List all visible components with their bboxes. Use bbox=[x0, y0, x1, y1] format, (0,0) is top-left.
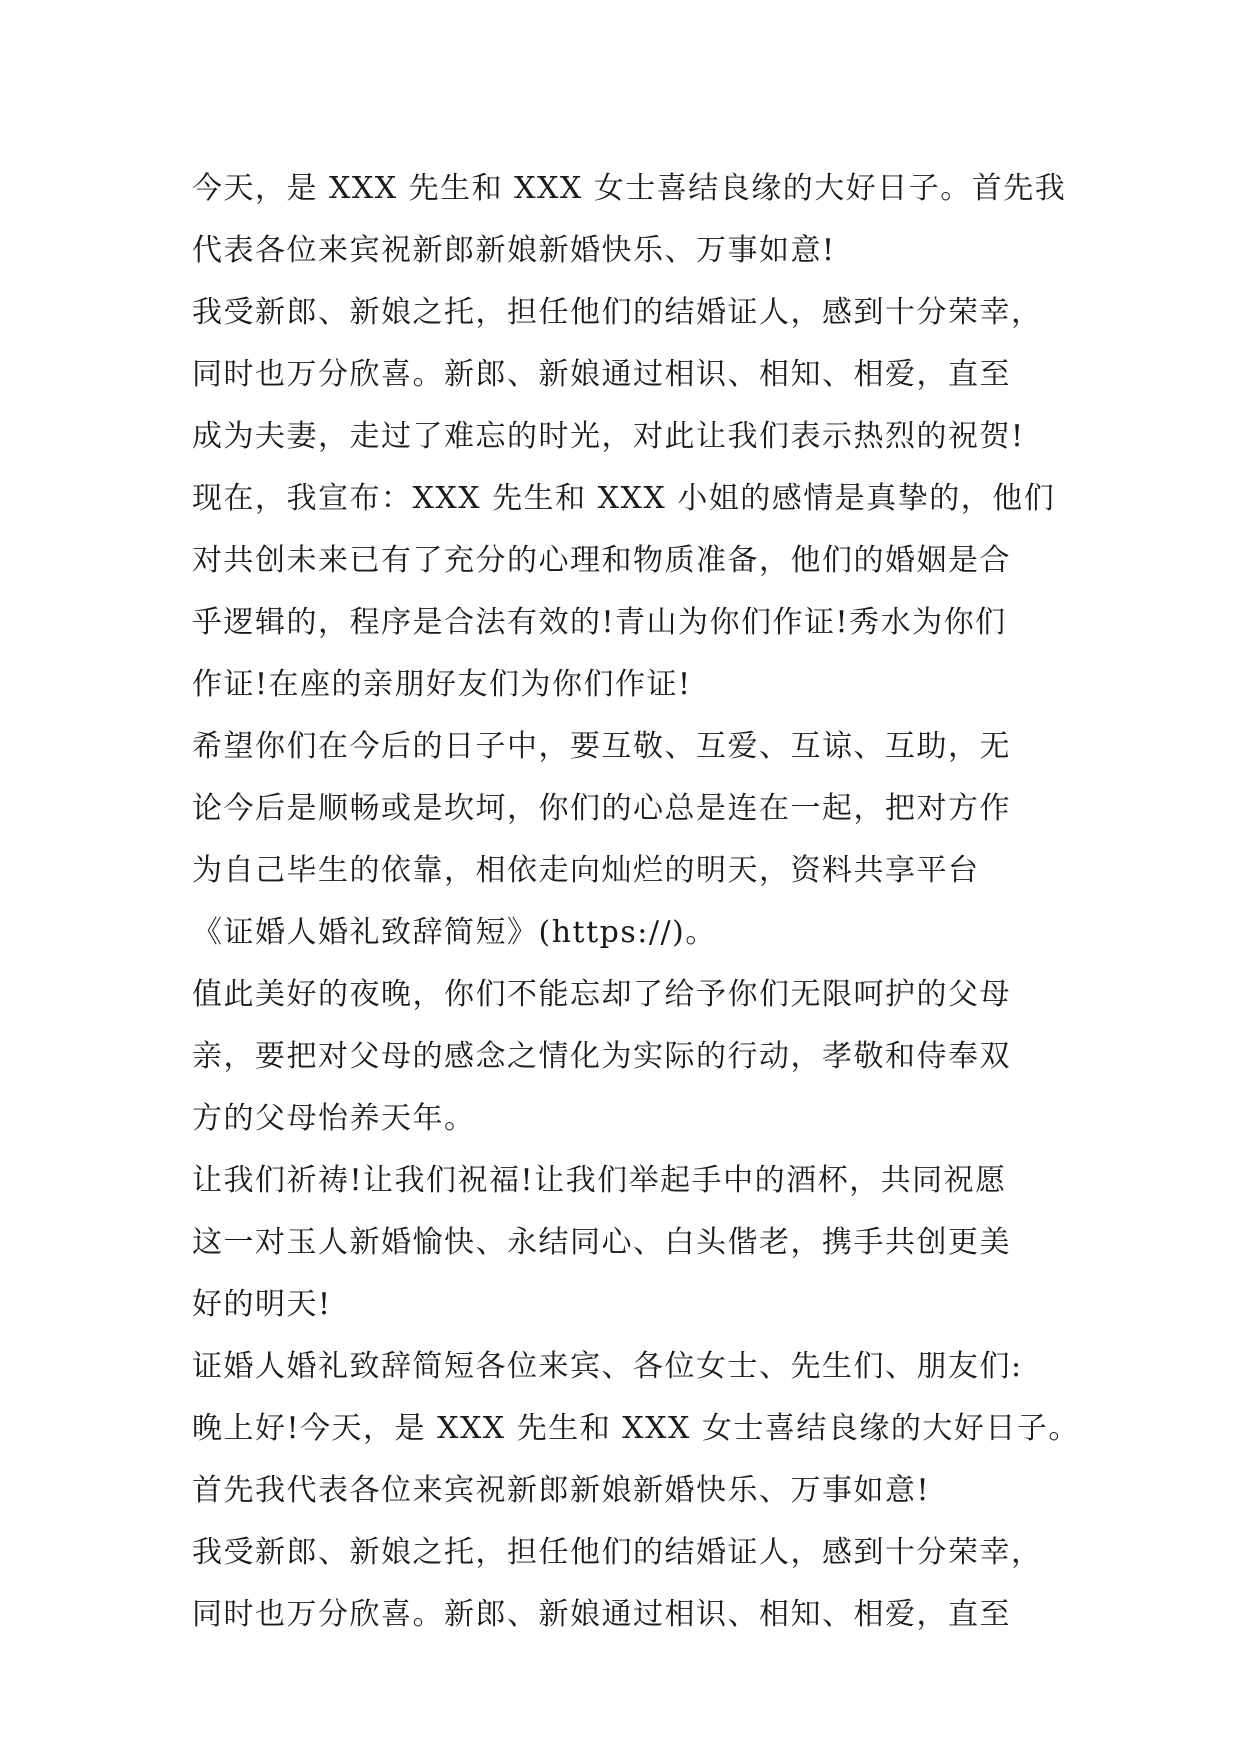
text-line: 亲，要把对父母的感念之情化为实际的行动，孝敬和侍奉双 bbox=[192, 1039, 1011, 1074]
text-line: 证婚人婚礼致辞简短各位来宾、各位女士、先生们、朋友们: bbox=[192, 1349, 1023, 1384]
text-line: 希望你们在今后的日子中，要互敬、互爱、互谅、互助，无 bbox=[192, 729, 1011, 764]
text-line: 现在，我宣布：XXX 先生和 XXX 小姐的感情是真挚的，他们 bbox=[192, 481, 1056, 516]
text-line: 我受新郎、新娘之托，担任他们的结婚证人，感到十分荣幸， bbox=[192, 1535, 1043, 1570]
text-line: 论今后是顺畅或是坎坷，你们的心总是连在一起，把对方作 bbox=[192, 791, 1011, 826]
text-line: 作证!在座的亲朋好友们为你们作证! bbox=[192, 667, 692, 702]
text-line: 方的父母怡养天年。 bbox=[192, 1101, 476, 1136]
text-line: 值此美好的夜晚，你们不能忘却了给予你们无限呵护的父母 bbox=[192, 977, 1011, 1012]
text-line: 首先我代表各位来宾祝新郎新娘新婚快乐、万事如意! bbox=[192, 1473, 931, 1508]
text-line: 代表各位来宾祝新郎新娘新婚快乐、万事如意! bbox=[192, 233, 836, 268]
text-line: 为自己毕生的依靠，相依走向灿烂的明天，资料共享平台 bbox=[192, 853, 980, 888]
document-body bbox=[192, 158, 1080, 1646]
text-line: 这一对玉人新婚愉快、永结同心、白头偕老，携手共创更美 bbox=[192, 1225, 1011, 1260]
text-line: 同时也万分欣喜。新郎、新娘通过相识、相知、相爱，直至 bbox=[192, 357, 1011, 392]
text-line: 成为夫妻，走过了难忘的时光，对此让我们表示热烈的祝贺! bbox=[192, 419, 1025, 454]
text-line: 对共创未来已有了充分的心理和物质准备，他们的婚姻是合 bbox=[192, 543, 1011, 578]
text-line: 《证婚人婚礼致辞简短》(https://)。 bbox=[192, 915, 717, 950]
text-line: 我受新郎、新娘之托，担任他们的结婚证人，感到十分荣幸， bbox=[192, 295, 1043, 330]
text-line: 今天，是 XXX 先生和 XXX 女士喜结良缘的大好日子。首先我 bbox=[192, 171, 1067, 206]
text-line: 同时也万分欣喜。新郎、新娘通过相识、相知、相爱，直至 bbox=[192, 1597, 1011, 1632]
text-line: 让我们祈祷!让我们祝福!让我们举起手中的酒杯，共同祝愿 bbox=[192, 1163, 1007, 1198]
text-line: 乎逻辑的，程序是合法有效的!青山为你们作证!秀水为你们 bbox=[192, 605, 1007, 640]
text-line: 晚上好!今天，是 XXX 先生和 XXX 女士喜结良缘的大好日子。 bbox=[192, 1411, 1080, 1446]
text-line: 好的明天! bbox=[192, 1287, 332, 1322]
